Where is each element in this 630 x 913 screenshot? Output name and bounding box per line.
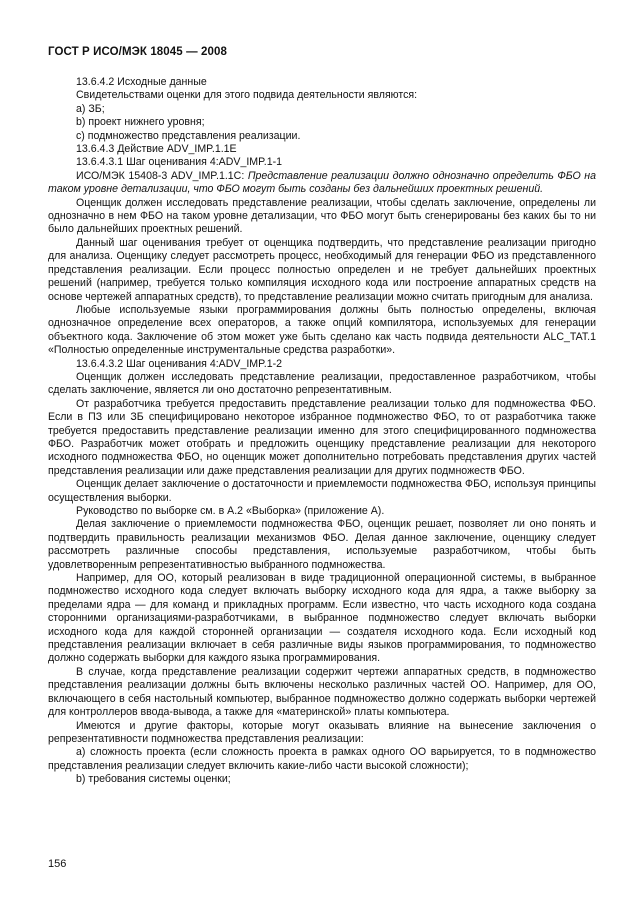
paragraph-italic-text: Представление реализации должно однозначно определить ФБО на таком уровне детализации, что ФБО могут быть созданы без дальнейших проектных решений. <box>48 169 596 196</box>
paragraph-p-2: Данный шаг оценивания требует от оценщика подтвердить, что представление реализации пригодно для анализа. Оценщику следует рассмотреть процесс, необходимый для генерации ФБО из представленного представления реализации. Если процесс полностью определен и не требует дальнейших проектных решений (например, требуется только компиляция исходного кода или построение аппаратных средств на основе чертежей аппаратных средств), то представление реализации можно считать пригодным для анализа. <box>48 236 596 303</box>
paragraph-lead: ИСО/МЭК 15408-3 ADV_IMP.1.1C: <box>76 169 248 182</box>
paragraph-p-3: Любые используемые языки программирования должны быть полностью определены, включая однозначное определение всех операторов, а также опций компилятора, используемых для генерации объектного кода. Заключение об этом может уже быть сделано как часть подвида деятельности ALC_TAT.1 «Полностью определенные инструментальные средства разработки». <box>48 303 596 357</box>
paragraph-p-6: Оценщик делает заключение о достаточности и приемлемости подмножества ФБО, используя принципы осуществления выборки. <box>48 478 596 504</box>
page-number: 156 <box>48 858 67 870</box>
paragraph-item-a2: a) сложность проекта (если сложность проекта в рамках одного ОО варьируется, то в подмножество представления реализации следует включить какие-либо части высокой сложности); <box>48 746 596 772</box>
paragraph-evidence-intro: Свидетельствами оценки для этого подвида деятельности являются: <box>76 89 418 102</box>
paragraph-item-c: c) подмножество представления реализации. <box>76 129 301 142</box>
paragraph-h-13-6-4-3-1: 13.6.4.3.1 Шаг оценивания 4:ADV_IMP.1-1 <box>76 156 283 169</box>
running-header: ГОСТ Р ИСО/МЭК 18045 — 2008 <box>48 46 227 58</box>
paragraph-p-9: Например, для ОО, который реализован в виде традиционной операционной системы, в выбранное подмножество исходного кода следует включать выборку исходного кода для ядра, а также выборку за пределами ядра — для команд и прикладных программ. Если известно, что часть исходного кода создана сторонними организациями-разработчиками, в выбранное подмножество следует включать выборки исходного кода для каждой сторонней организации — создателя исходного кода. Если исходный код представления реализации включает в себя различные виды языков программирования, то подмножество должно содержать выборки для каждого языка программирования. <box>48 572 596 665</box>
paragraph-item-a: a) ЗБ; <box>76 102 105 115</box>
paragraph-h-13-6-4-3-2: 13.6.4.3.2 Шаг оценивания 4:ADV_IMP.1-2 <box>76 357 283 370</box>
paragraph-p-iso-1c <box>48 170 596 197</box>
paragraph-p-8: Делая заключение о приемлемости подмножества ФБО, оценщик решает, позволяет ли оно понять и подтвердить правильность реализации механизмов ФБО. Делая данное заключение, оценщику следует рассмотреть различные способы представления, используемые разработчиком, чтобы быть удовлетворенным репрезентативностью выбранного подмножества. <box>48 518 596 571</box>
paragraph-p-11: Имеются и другие факторы, которые могут оказывать влияние на вынесение заключения о репрезентативности подмножества представления реализации: <box>48 719 596 745</box>
paragraph-p-5: От разработчика требуется предоставить представление реализации только для подмножества ФБО. Если в ПЗ или ЗБ специфицировано некоторое избранное подмножество ФБО, то от разработчика также требуется предоставить представление реализации именно для этого специфицированного подмножества ФБО. Разработчик может отобрать и предложить оценщику представление реализации для некоторого исходного подмножества ФБО, но оценщик может дополнительно потребовать представления других частей представления реализации или даже представления реализации для других подмножеств ФБО. <box>48 397 596 477</box>
paragraph-p-7: Руководство по выборке см. в А.2 «Выборка» (приложение А). <box>76 505 385 517</box>
paragraph-item-b: b) проект нижнего уровня; <box>76 116 205 129</box>
document-body <box>48 76 596 787</box>
paragraph-h-13-6-4-3: 13.6.4.3 Действие ADV_IMP.1.1E <box>76 143 237 156</box>
paragraph-p-1: Оценщик должен исследовать представление реализации, чтобы сделать заключение, определены ли однозначно в нем ФБО на таком уровне детализации, что ФБО могут быть сгенерированы без каких бы то ни было дальнейших проектных решений. <box>48 196 596 236</box>
paragraph-h-13-6-4-2: 13.6.4.2 Исходные данные <box>76 76 207 88</box>
paragraph-p-4: Оценщик должен исследовать представление реализации, предоставленное разработчиком, чтобы сделать заключение, является ли оно достаточно репрезентативным. <box>48 370 596 397</box>
paragraph-p-10: В случае, когда представление реализации содержит чертежи аппаратных средств, в подмножество представления реализации должны быть включены несколько различных частей ОО. Например, для ОО, включающего в себя настольный компьютер, выбранное подмножество должно содержать выборки чертежей для контроллеров ввода-вывода, а также для «материнской» платы компьютера. <box>48 665 596 719</box>
paragraph-item-b2: b) требования системы оценки; <box>76 773 231 786</box>
